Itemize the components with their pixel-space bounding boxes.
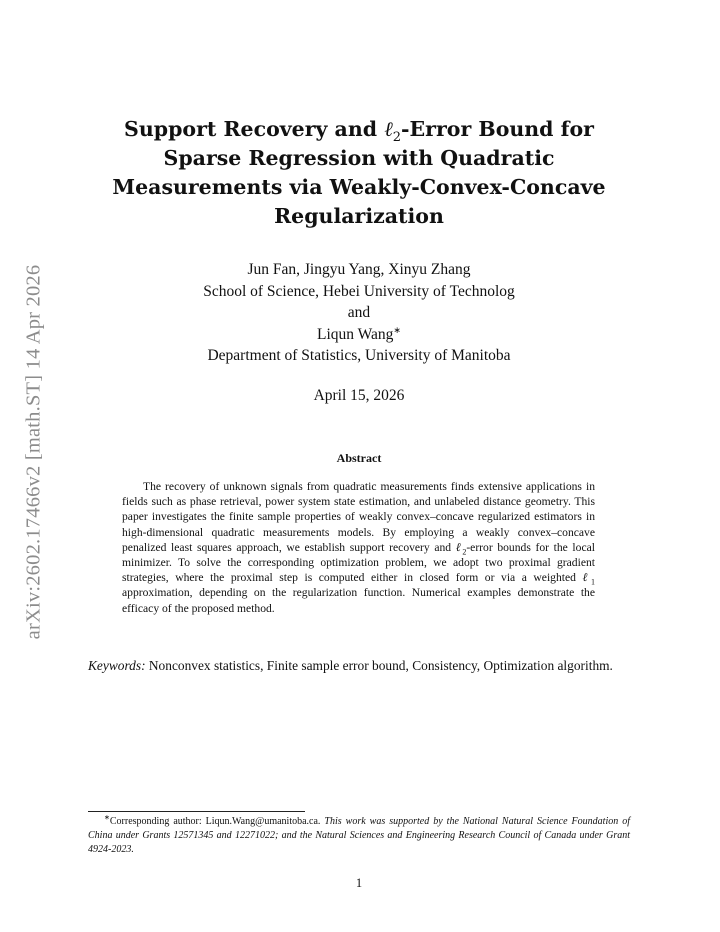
author-name-liqun: Liqun Wang xyxy=(317,325,394,343)
corresponding-author-marker: ∗ xyxy=(393,324,401,335)
page-number: 1 xyxy=(355,876,363,890)
title-ell-subscript: 2 xyxy=(392,130,402,146)
keywords-paragraph xyxy=(88,657,630,675)
affiliation-group-2: Department of Statistics, University of Manitoba xyxy=(207,347,511,364)
footnote-separator xyxy=(88,811,305,812)
abstract-ell-subscript-1: 1 xyxy=(590,577,595,587)
abstract-ell-symbol-1: ℓ xyxy=(455,540,463,554)
author-connector: and xyxy=(347,304,371,321)
abstract-text-part-2: -error bounds for the local minimizer. To solve the corresponding optimization problem, we adopt two proximal gradient strategies, where the proximal step is computed either in closed form or via a weighted xyxy=(122,540,595,585)
arxiv-identifier-stamp: arXiv:2602.17466v2 [math.ST] 14 Apr 2026 xyxy=(22,264,45,640)
footnote-text: Corresponding author: Liqun.Wang@umanitoba.ca. xyxy=(109,816,325,827)
title-part-1: Support Recovery and xyxy=(124,117,385,141)
footnote-funding-text: This work was supported by the National Natural Science Foundation of China under Grants 12571345 and 12271022; and the Natural Sciences and Engineering Research Council of Canada under Grant 4924-2023. xyxy=(88,816,631,855)
abstract-ell-subscript-2: 2 xyxy=(462,547,467,557)
author-names-group-1: Jun Fan, Jingyu Yang, Xinyu Zhang xyxy=(247,261,471,278)
keywords-text: Nonconvex statistics, Finite sample error bound, Consistency, Optimization algorithm. xyxy=(148,658,613,673)
footnote xyxy=(88,815,630,857)
author-name-group-2 xyxy=(120,324,598,346)
abstract-body xyxy=(122,479,595,616)
abstract-ell-symbol-2: ℓ xyxy=(582,571,591,585)
author-block xyxy=(120,259,598,367)
affiliation-group-1: School of Science, Hebei University of Technolog xyxy=(203,282,515,300)
abstract-text-part-1: The recovery of unknown signals from quadratic measurements finds extensive applications in fields such as phase retrieval, power system state estimation, and unlabeled distance geometry. This paper investigates the finite sample properties of weakly convex–concave regularized estimators in high-dimensional quadratic measurements models. By employing a weakly convex–concave penalized least squares approach, we establish support recovery and xyxy=(122,480,595,554)
abstract-heading: Abstract xyxy=(336,451,382,465)
title-ell-symbol: ℓ xyxy=(384,117,393,141)
abstract-text-part-3: approximation, depending on the regularization function. Numerical examples demonstrate the efficacy of the proposed method. xyxy=(122,586,595,615)
paper-title xyxy=(88,115,630,231)
footnote-marker: ∗ xyxy=(104,813,110,822)
paper-date: April 15, 2026 xyxy=(313,387,405,404)
keywords-label: Keywords: xyxy=(88,658,146,673)
title-part-2: -Error Bound for Sparse Regression with Quadratic Measurements via Weakly-Convex-Concave Regularization xyxy=(112,117,606,228)
